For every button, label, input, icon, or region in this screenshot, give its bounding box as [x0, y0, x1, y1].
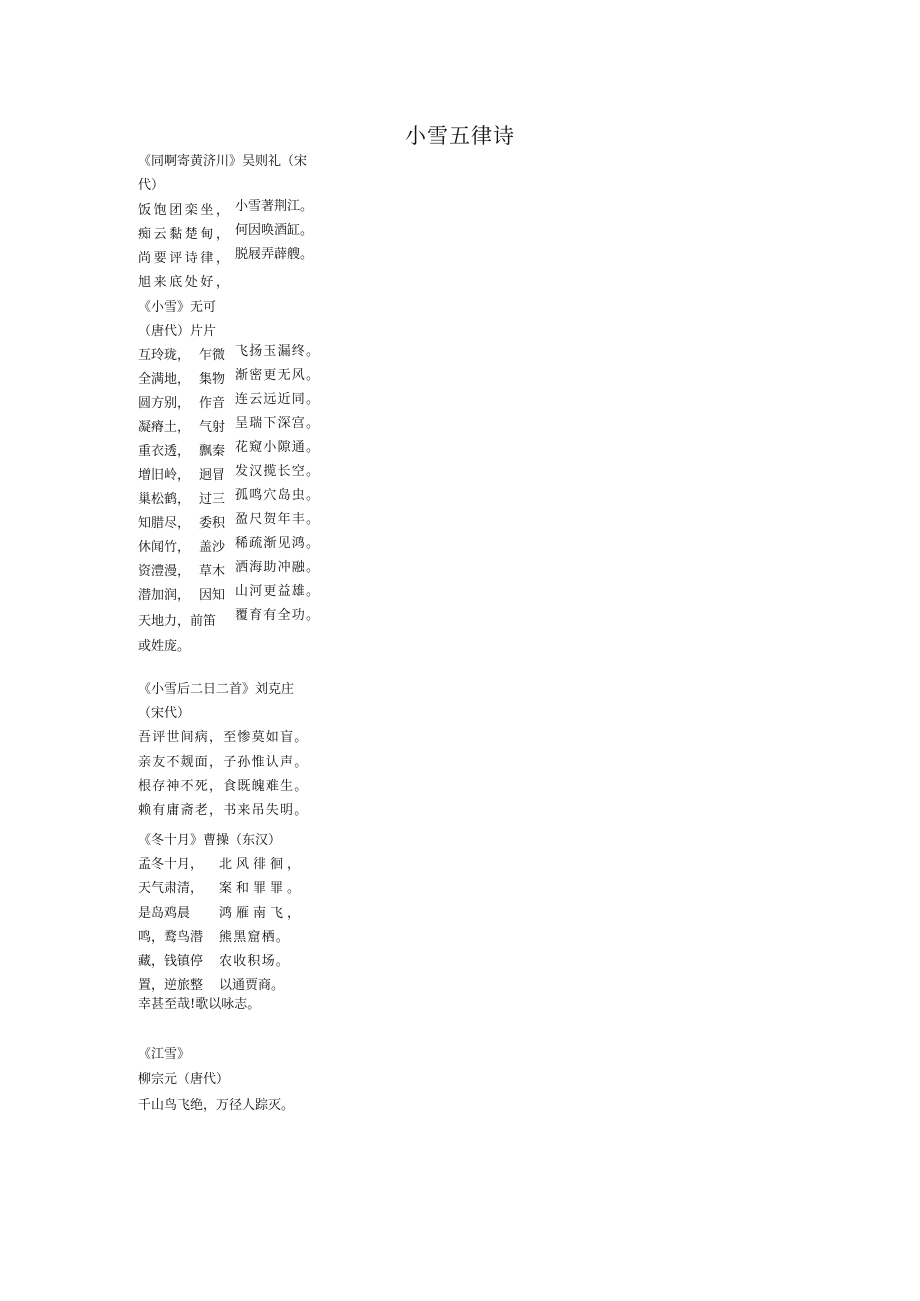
poem4-right-line: 熊黑窟栖。	[219, 930, 291, 945]
poem2-header-line1: 《小雪》无可	[138, 300, 217, 315]
poem1-right-line: 脱屐弄薜艘。	[235, 247, 314, 262]
poem2-right-line: 飞扬玉漏终。	[235, 344, 321, 359]
poem2-left-b: 过三	[199, 492, 226, 507]
poem2-left-b: 草木	[199, 564, 226, 579]
poem2-left-a: 巢松鹤，	[138, 492, 191, 507]
poem2-right-line: 花窥小隙通。	[235, 440, 321, 455]
poem2-right-line: 发汉揽长空。	[235, 464, 321, 479]
poem4-right-line: 北风徘徊，	[219, 857, 305, 872]
poem2-left-b: 迥冒	[199, 468, 226, 483]
poem2-left-a: 全满地，	[138, 372, 191, 387]
poem2-left-b: 飘秦	[199, 444, 226, 459]
poem1-left-line: 尚要评诗律，	[138, 251, 232, 266]
poem2-left-a: 互玲珑，	[138, 348, 191, 363]
poem2-left-a: 重衣透，	[138, 444, 191, 459]
poem5-title: 《江雪》	[138, 1047, 191, 1062]
poem2-left-a: 凝瘠土，	[138, 420, 191, 435]
poem4-left-line: 鸣，鹜鸟潜	[138, 930, 204, 945]
poem1-right-line: 小雪著荆江。	[235, 199, 314, 214]
poem2-tail-line2: 或姓庞。	[138, 639, 191, 654]
poem2-right-line: 孤鸣穴岛虫。	[235, 488, 321, 503]
poem1-header-line1: 《同啊寄黄济川》吴则礼（宋	[138, 154, 308, 169]
poem1-right-line: 何因唤酒缸。	[235, 223, 314, 238]
poem5-author: 柳宗元（唐代）	[138, 1072, 230, 1087]
poem2-tail-line1: 天地力，前笛	[138, 614, 217, 629]
poem4-right-line: 农收积场。	[219, 954, 291, 969]
poem2-right-line: 连云远近同。	[235, 392, 321, 407]
poem4-right-line: 案和罪罪。	[219, 881, 305, 896]
poem3-header-line2: （宋代）	[138, 706, 191, 721]
poem2-left-b: 集物	[199, 372, 226, 387]
poem2-left-b: 因知	[199, 588, 226, 603]
poem4-left-line: 藏，钱镇停	[138, 954, 204, 969]
poem2-left-b: 委积	[199, 516, 226, 531]
poem1-left-line: 饭饱团栾坐，	[138, 203, 232, 218]
poem2-left-a: 资澧漫，	[138, 564, 191, 579]
poem2-header-line2: （唐代）片片	[138, 324, 217, 339]
poem3-line: 赖有庸斋老，书来吊失明。	[138, 803, 309, 818]
poem4-left-line: 天气肃清，	[138, 881, 204, 896]
poem3-line: 亲友不觌面，子孙惟认声。	[138, 755, 309, 770]
poem2-left-b: 作音	[199, 396, 226, 411]
poem2-left-b: 乍微	[199, 348, 226, 363]
poem2-right-line: 山河更益雄。	[235, 584, 321, 599]
poem2-left-a: 增旧岭，	[138, 468, 191, 483]
poem2-left-a: 潜加润，	[138, 588, 191, 603]
poem3-line: 根存神不死，食既魄难生。	[138, 779, 309, 794]
poem2-left-a: 休闻竹，	[138, 540, 191, 555]
poem1-left-line: 痴云黏楚甸，	[138, 227, 232, 242]
poem2-right-line: 稀疏渐见鸿。	[235, 536, 321, 551]
poem4-right-line: 鸿雁南飞，	[219, 906, 305, 921]
poem2-right-line: 洒海助冲融。	[235, 560, 321, 575]
poem2-right-line: 覆育有全功。	[235, 608, 321, 623]
poem2-right-line: 呈瑞下深宫。	[235, 416, 321, 431]
poem3-header-line1: 《小雪后二日二首》刘克庄	[138, 682, 295, 697]
page-title: 小雪五律诗	[405, 124, 515, 148]
poem4-left-line: 孟冬十月，	[138, 857, 204, 872]
poem4-header: 《冬十月》曹操（东汉）	[138, 833, 282, 848]
poem4-right-line: 以通贾商。	[219, 978, 285, 993]
poem2-left-b: 气射	[199, 420, 226, 435]
poem4-last-line: 幸甚至哉!歌以咏志。	[138, 997, 261, 1012]
poem2-left-a: 知腊尽，	[138, 516, 191, 531]
poem2-right-line: 渐密更无风。	[235, 368, 321, 383]
poem1-left-line: 旭来底处好，	[138, 275, 232, 290]
poem4-left-line: 置，逆旅整	[138, 978, 204, 993]
poem2-right-line: 盈尺贺年丰。	[235, 512, 321, 527]
poem2-left-b: 盖沙	[199, 540, 226, 555]
poem1-header-line2: 代）	[138, 178, 165, 193]
poem4-left-line: 是岛鸡晨	[138, 906, 191, 921]
poem2-left-a: 圆方别，	[138, 396, 191, 411]
poem3-line: 吾评世间病，至惨莫如盲。	[138, 730, 309, 745]
poem5-line: 千山鸟飞绝，万径人踪灭。	[138, 1098, 295, 1113]
